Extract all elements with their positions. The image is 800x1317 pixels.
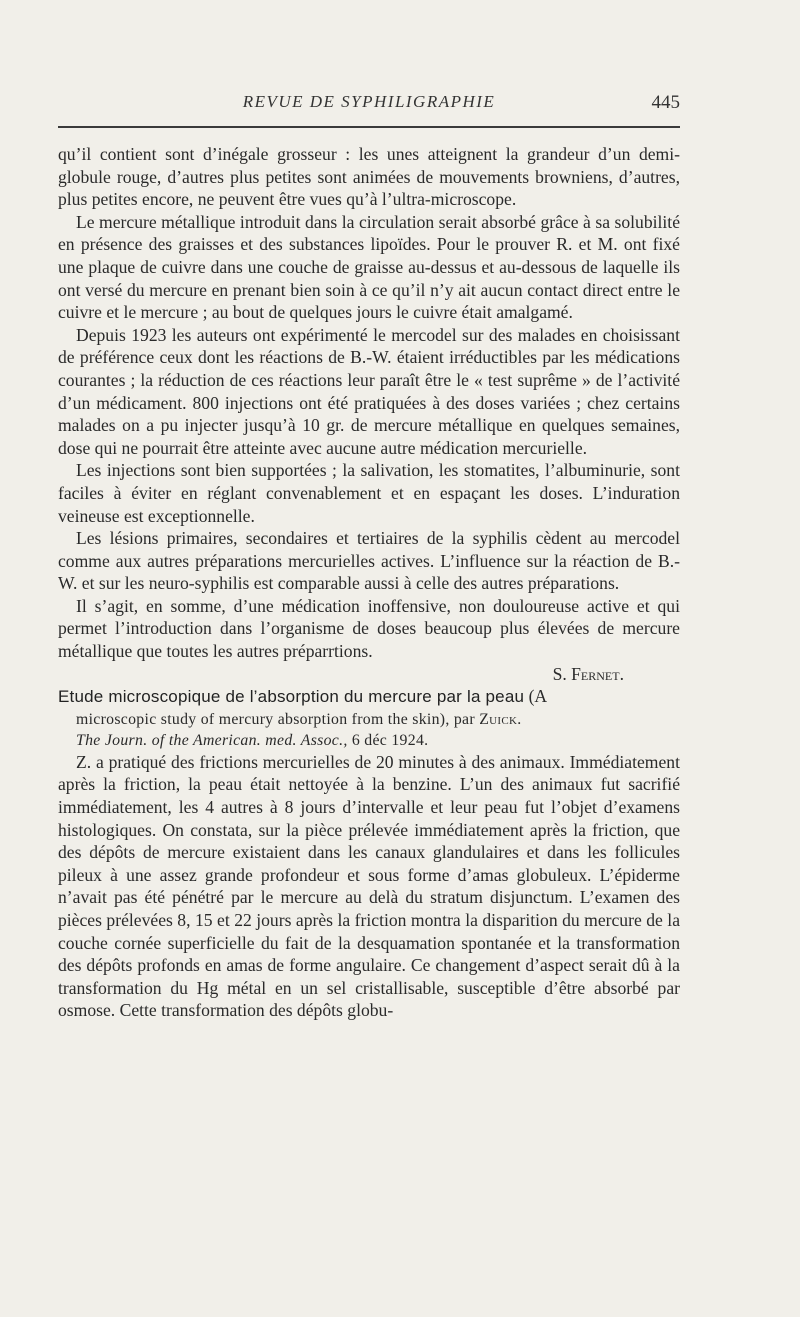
citation-english: microscopic study of mercury absorption from the skin), par	[76, 710, 475, 728]
citation-author: Zuick.	[479, 710, 522, 728]
article-heading	[58, 685, 680, 751]
header-rule	[58, 126, 680, 128]
page-header	[58, 92, 680, 120]
citation-journal: The Journ. of the American. med. Assoc.,	[76, 731, 348, 749]
paragraph: Les lésions primaires, secondaires et tertiaires de la syphilis cèdent au mercodel comme aux autres préparations mercurielles actives. L’influence sur la réaction de B.-W. et sur les neuro-syphilis est comparable aussi à celle des autres préparations.	[58, 528, 680, 594]
citation-date: 6 déc 1924.	[351, 731, 429, 749]
page-number: 445	[651, 92, 680, 113]
running-title: REVUE DE SYPHILIGRAPHIE	[242, 92, 496, 111]
paragraph: qu’il contient sont d’inégale grosseur : les unes atteignent la grandeur d’un demi-globule rouge, d’autres plus petites sont animées de mouvements browniens, d’autres, plus petites encore, ne peuvent être vues qu’à l’ultra-microscope.	[58, 144, 680, 210]
citation-open: (A	[528, 686, 548, 707]
citation	[58, 709, 680, 751]
article-title: Etude microscopique de l’absorption du mercure par la peau	[58, 687, 525, 707]
body-text	[58, 143, 680, 1022]
paragraph: Il s’agit, en somme, d’une médication inoffensive, non douloureuse active et qui permet l’introduction dans l’organisme de doses beaucoup plus élevées de mercure métallique que toutes les autres préparrtions.	[58, 595, 680, 662]
paragraph: Les injections sont bien supportées ; la salivation, les stomatites, l’albuminurie, sont faciles à éviter en réglant convenablement et en espaçant les doses. L’induration veineuse est exceptionnelle.	[58, 460, 680, 526]
paragraph: Le mercure métallique introduit dans la circulation serait absorbé grâce à sa solubilité en présence des graisses et des substances lipoïdes. Pour le prouver R. et M. ont fixé une plaque de cuivre dans une couche de graisse au-dessus et au-dessous de laquelle ils ont versé du mercure en prenant bien soin à ce qu’il n’y ait aucun contact direct entre le cuivre et le mercure ; au bout de quelques jours le cuivre était amalgamé.	[58, 211, 680, 323]
signature: S. Fernet.	[552, 663, 624, 684]
paragraph: Depuis 1923 les auteurs ont expérimenté le mercodel sur des malades en choisissant de préférence ceux dont les réactions de B.-W. étaient irréductibles par les médications courantes ; la réduction de ces réactions leur paraît être le « test suprême » de l’activité d’un médicament. 800 injections ont été pratiquées à des doses variées ; chez certains malades on a pu injecter jusqu’à 10 gr. de mercure métallique en quelques semaines, dose qui ne pourrait être atteinte avec aucune autre médication mercurielle.	[58, 324, 680, 458]
article-body: Z. a pratiqué des frictions mercurielles de 20 minutes à des animaux. Immédiatement après la friction, la peau était nettoyée à la benzine. L’un des animaux fut sacrifié immédiatement, les 4 autres à 8 jours d’intervalle et leur peau fut l’objet d’examens histologiques. On constata, sur la pièce prélevée immédiatement après la friction, que des dépôts de mercure existaient dans les canaux glandulaires et dans les follicules pileux à une assez grande profondeur et sous forme d’amas globuleux. L’épiderme n’avait pas été pénétré par le mercure au delà du stratum disjunctum. L’examen des pièces prélevées 8, 15 et 22 jours après la friction montra la disparition du mercure de la couche cornée superficielle du fait de la desquamation spontanée et la transformation des dépôts profonds en amas de forme angulaire. Ce changement d’aspect serait dû à la transformation du Hg métal en un sel cristallisable, susceptible d’être absorbé par osmose. Cette transformation des dépôts globu-	[58, 751, 680, 1021]
